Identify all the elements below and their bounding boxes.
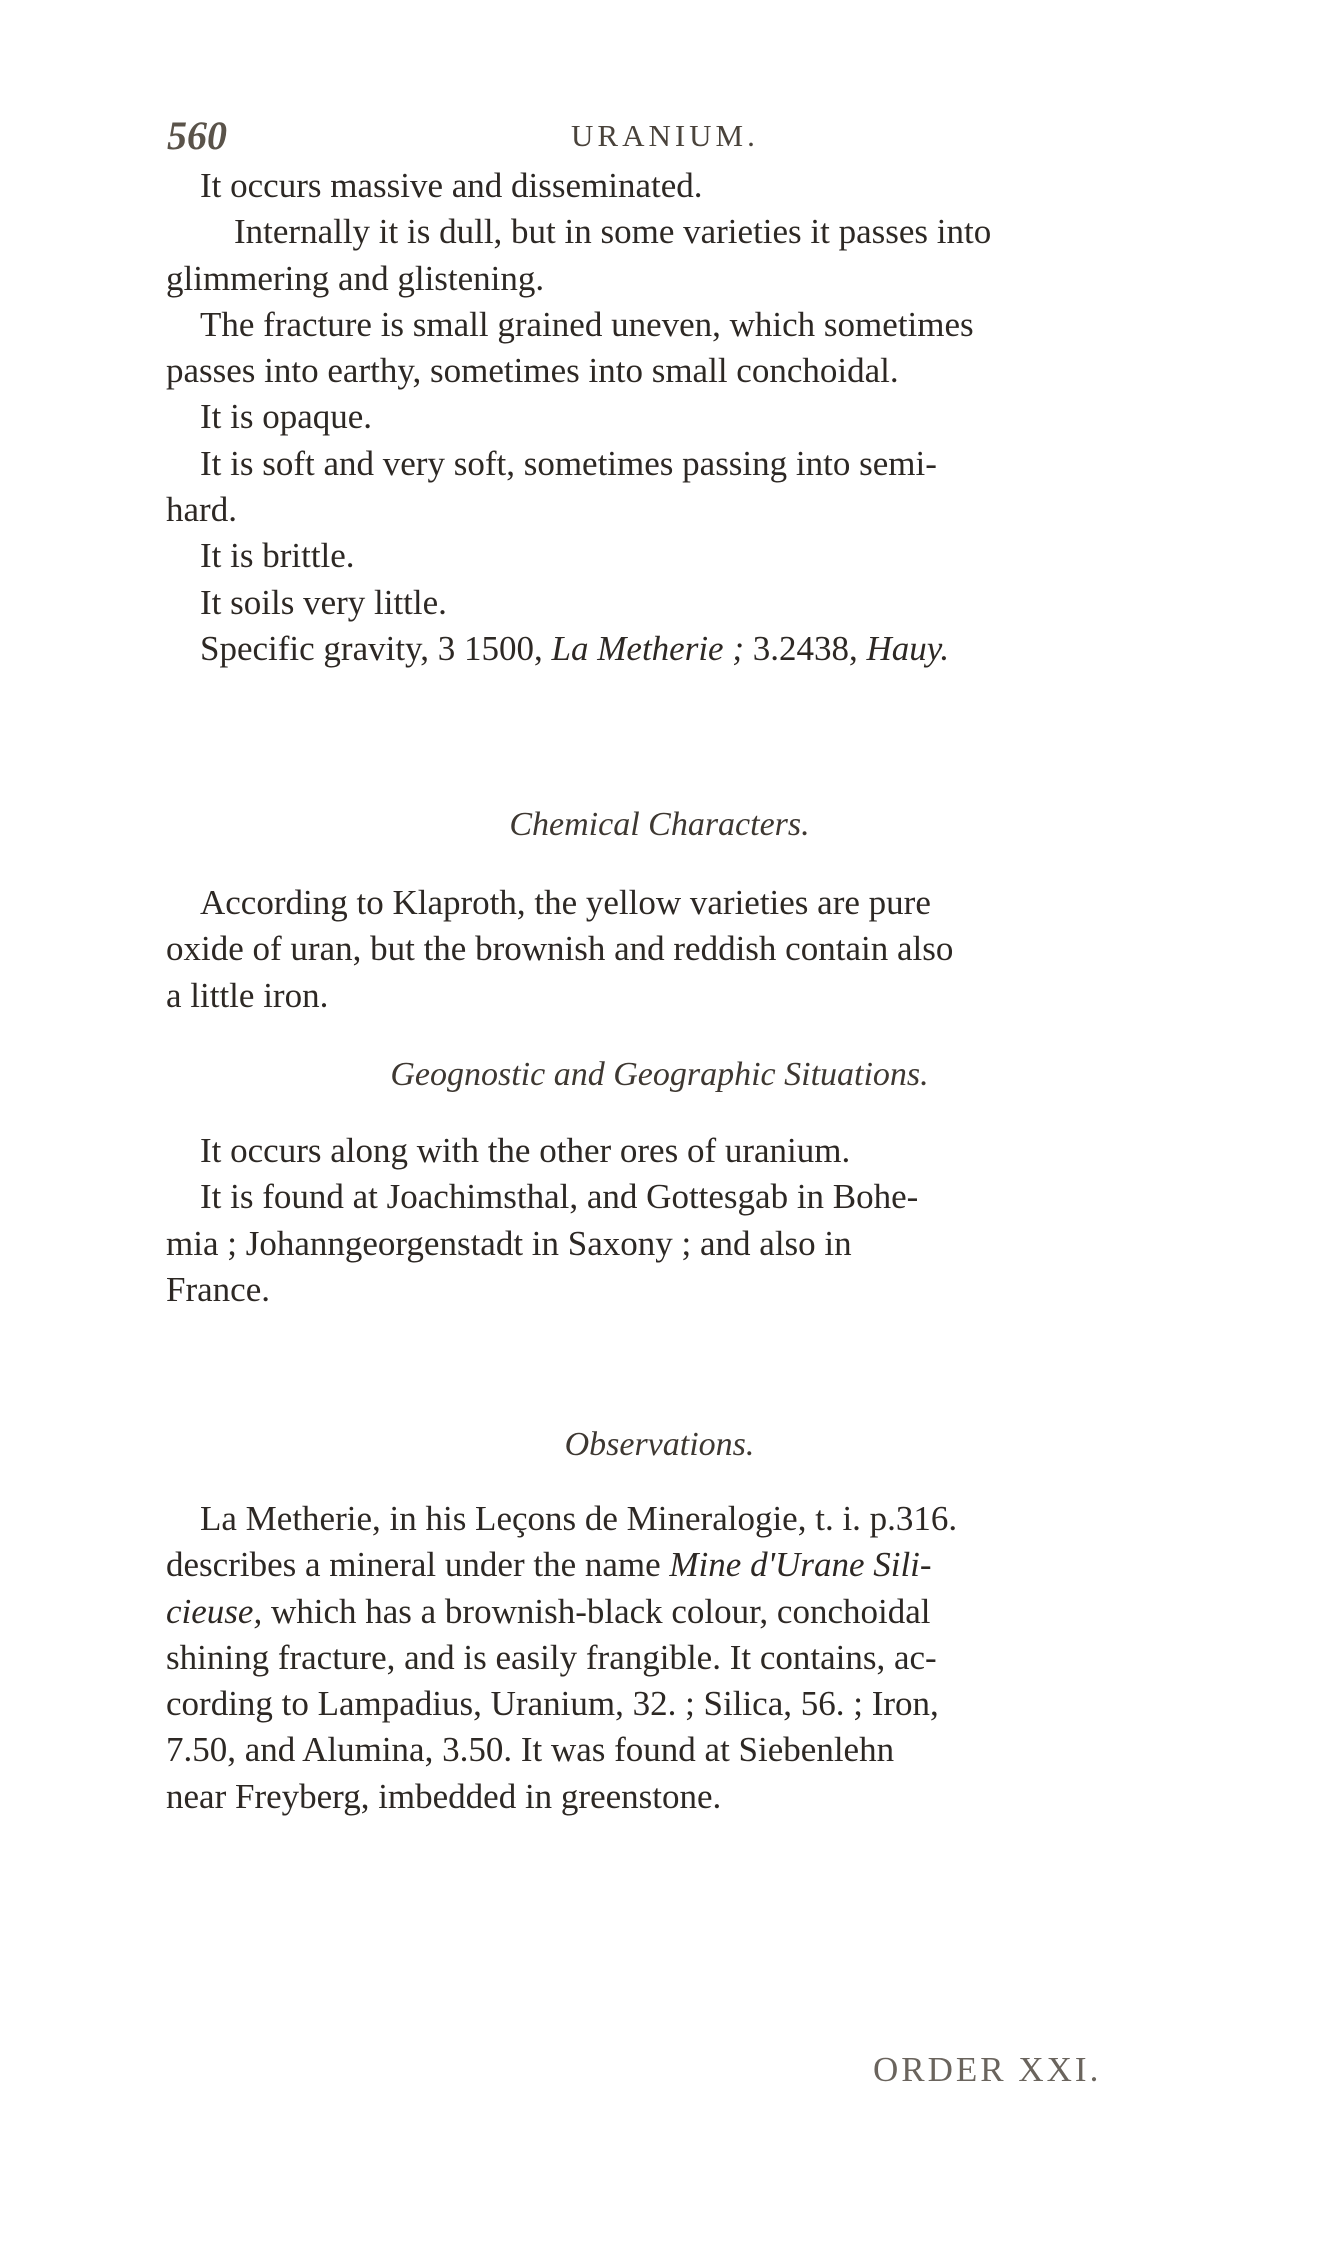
paragraph — [166, 209, 1176, 302]
text-line: glimmering and glistening. — [166, 258, 545, 298]
text-line: It is found at Joachimsthal, and Gottesgab in Bohe- — [200, 1177, 919, 1217]
text-line: near Freyberg, imbedded in greenstone. — [166, 1776, 722, 1816]
text-line: a little iron. — [166, 975, 329, 1015]
mineral-name: cieuse, — [166, 1591, 263, 1631]
physical-characters — [166, 163, 1176, 672]
text-line: It occurs along with the other ores of uranium. — [200, 1131, 851, 1170]
text-line: It is opaque. — [200, 397, 373, 437]
text-line: hard. — [166, 490, 237, 530]
catchword: ORDER XXI. — [873, 2050, 1102, 2089]
text-fragment: Specific gravity, 3 1500, — [200, 628, 543, 668]
text-line: mia ; Johanngeorgenstadt in Saxony ; and also in — [166, 1223, 852, 1263]
paragraph — [166, 1174, 1176, 1313]
paragraph — [166, 394, 1176, 440]
text-line: It is brittle. — [200, 536, 355, 576]
text-line: It occurs massive and disseminated. — [200, 166, 703, 205]
text-line: shining fracture, and is easily frangible. It contains, ac- — [166, 1637, 937, 1677]
mineral-name: Mine d'Urane Sili- — [669, 1545, 932, 1585]
text-line: 7.50, and Alumina, 3.50. It was found at Siebenlehn — [166, 1730, 895, 1770]
text-line: La Metherie, in his Leçons de Mineralogie, t. i. p.316. — [200, 1499, 958, 1538]
author-name: La Metherie ; — [551, 628, 744, 668]
paragraph — [166, 580, 1176, 626]
author-name: Hauy. — [866, 628, 950, 668]
text-fragment: which has a brownish-black colour, conchoidal — [270, 1591, 931, 1631]
chemical-characters — [166, 880, 1176, 1019]
observations — [166, 1496, 1176, 1820]
text-line: cording to Lampadius, Uranium, 32. ; Silica, 56. ; Iron, — [166, 1684, 939, 1724]
text-fragment: describes a mineral under the name — [166, 1545, 661, 1585]
paragraph — [166, 626, 1176, 672]
text-line: It is soft and very soft, sometimes passing into semi- — [200, 443, 937, 483]
specific-gravity-line — [166, 626, 1176, 672]
paragraph — [166, 302, 1176, 395]
text-fragment: 3.2438, — [752, 628, 858, 668]
text-line — [132, 1542, 1176, 1588]
text-line: France. — [166, 1269, 270, 1309]
text-line: passes into earthy, sometimes into small conchoidal. — [166, 351, 899, 391]
text-line — [132, 1589, 1176, 1635]
section-heading: Chemical Characters. — [509, 806, 810, 843]
paragraph — [166, 163, 1176, 209]
geognostic-situations — [166, 1128, 1176, 1313]
section-heading: Geognostic and Geographic Situations. — [390, 1056, 929, 1093]
paragraph — [166, 533, 1176, 579]
running-title: URANIUM. — [571, 118, 759, 153]
paragraph — [166, 880, 1176, 1019]
paragraph — [166, 1128, 1176, 1174]
section-heading: Observations. — [564, 1426, 755, 1463]
text-line: It soils very little. — [200, 582, 447, 622]
text-line: oxide of uran, but the brownish and reddish contain also — [166, 929, 954, 969]
paragraph — [166, 1496, 1176, 1820]
text-line: According to Klaproth, the yellow varieties are pure — [200, 883, 931, 922]
text-line: The fracture is small grained uneven, which sometimes — [200, 304, 974, 344]
text-line: Internally it is dull, but in some varieties it passes into — [234, 212, 992, 252]
paragraph — [166, 441, 1176, 534]
page-header — [0, 112, 1319, 162]
page-number: 560 — [167, 113, 227, 158]
